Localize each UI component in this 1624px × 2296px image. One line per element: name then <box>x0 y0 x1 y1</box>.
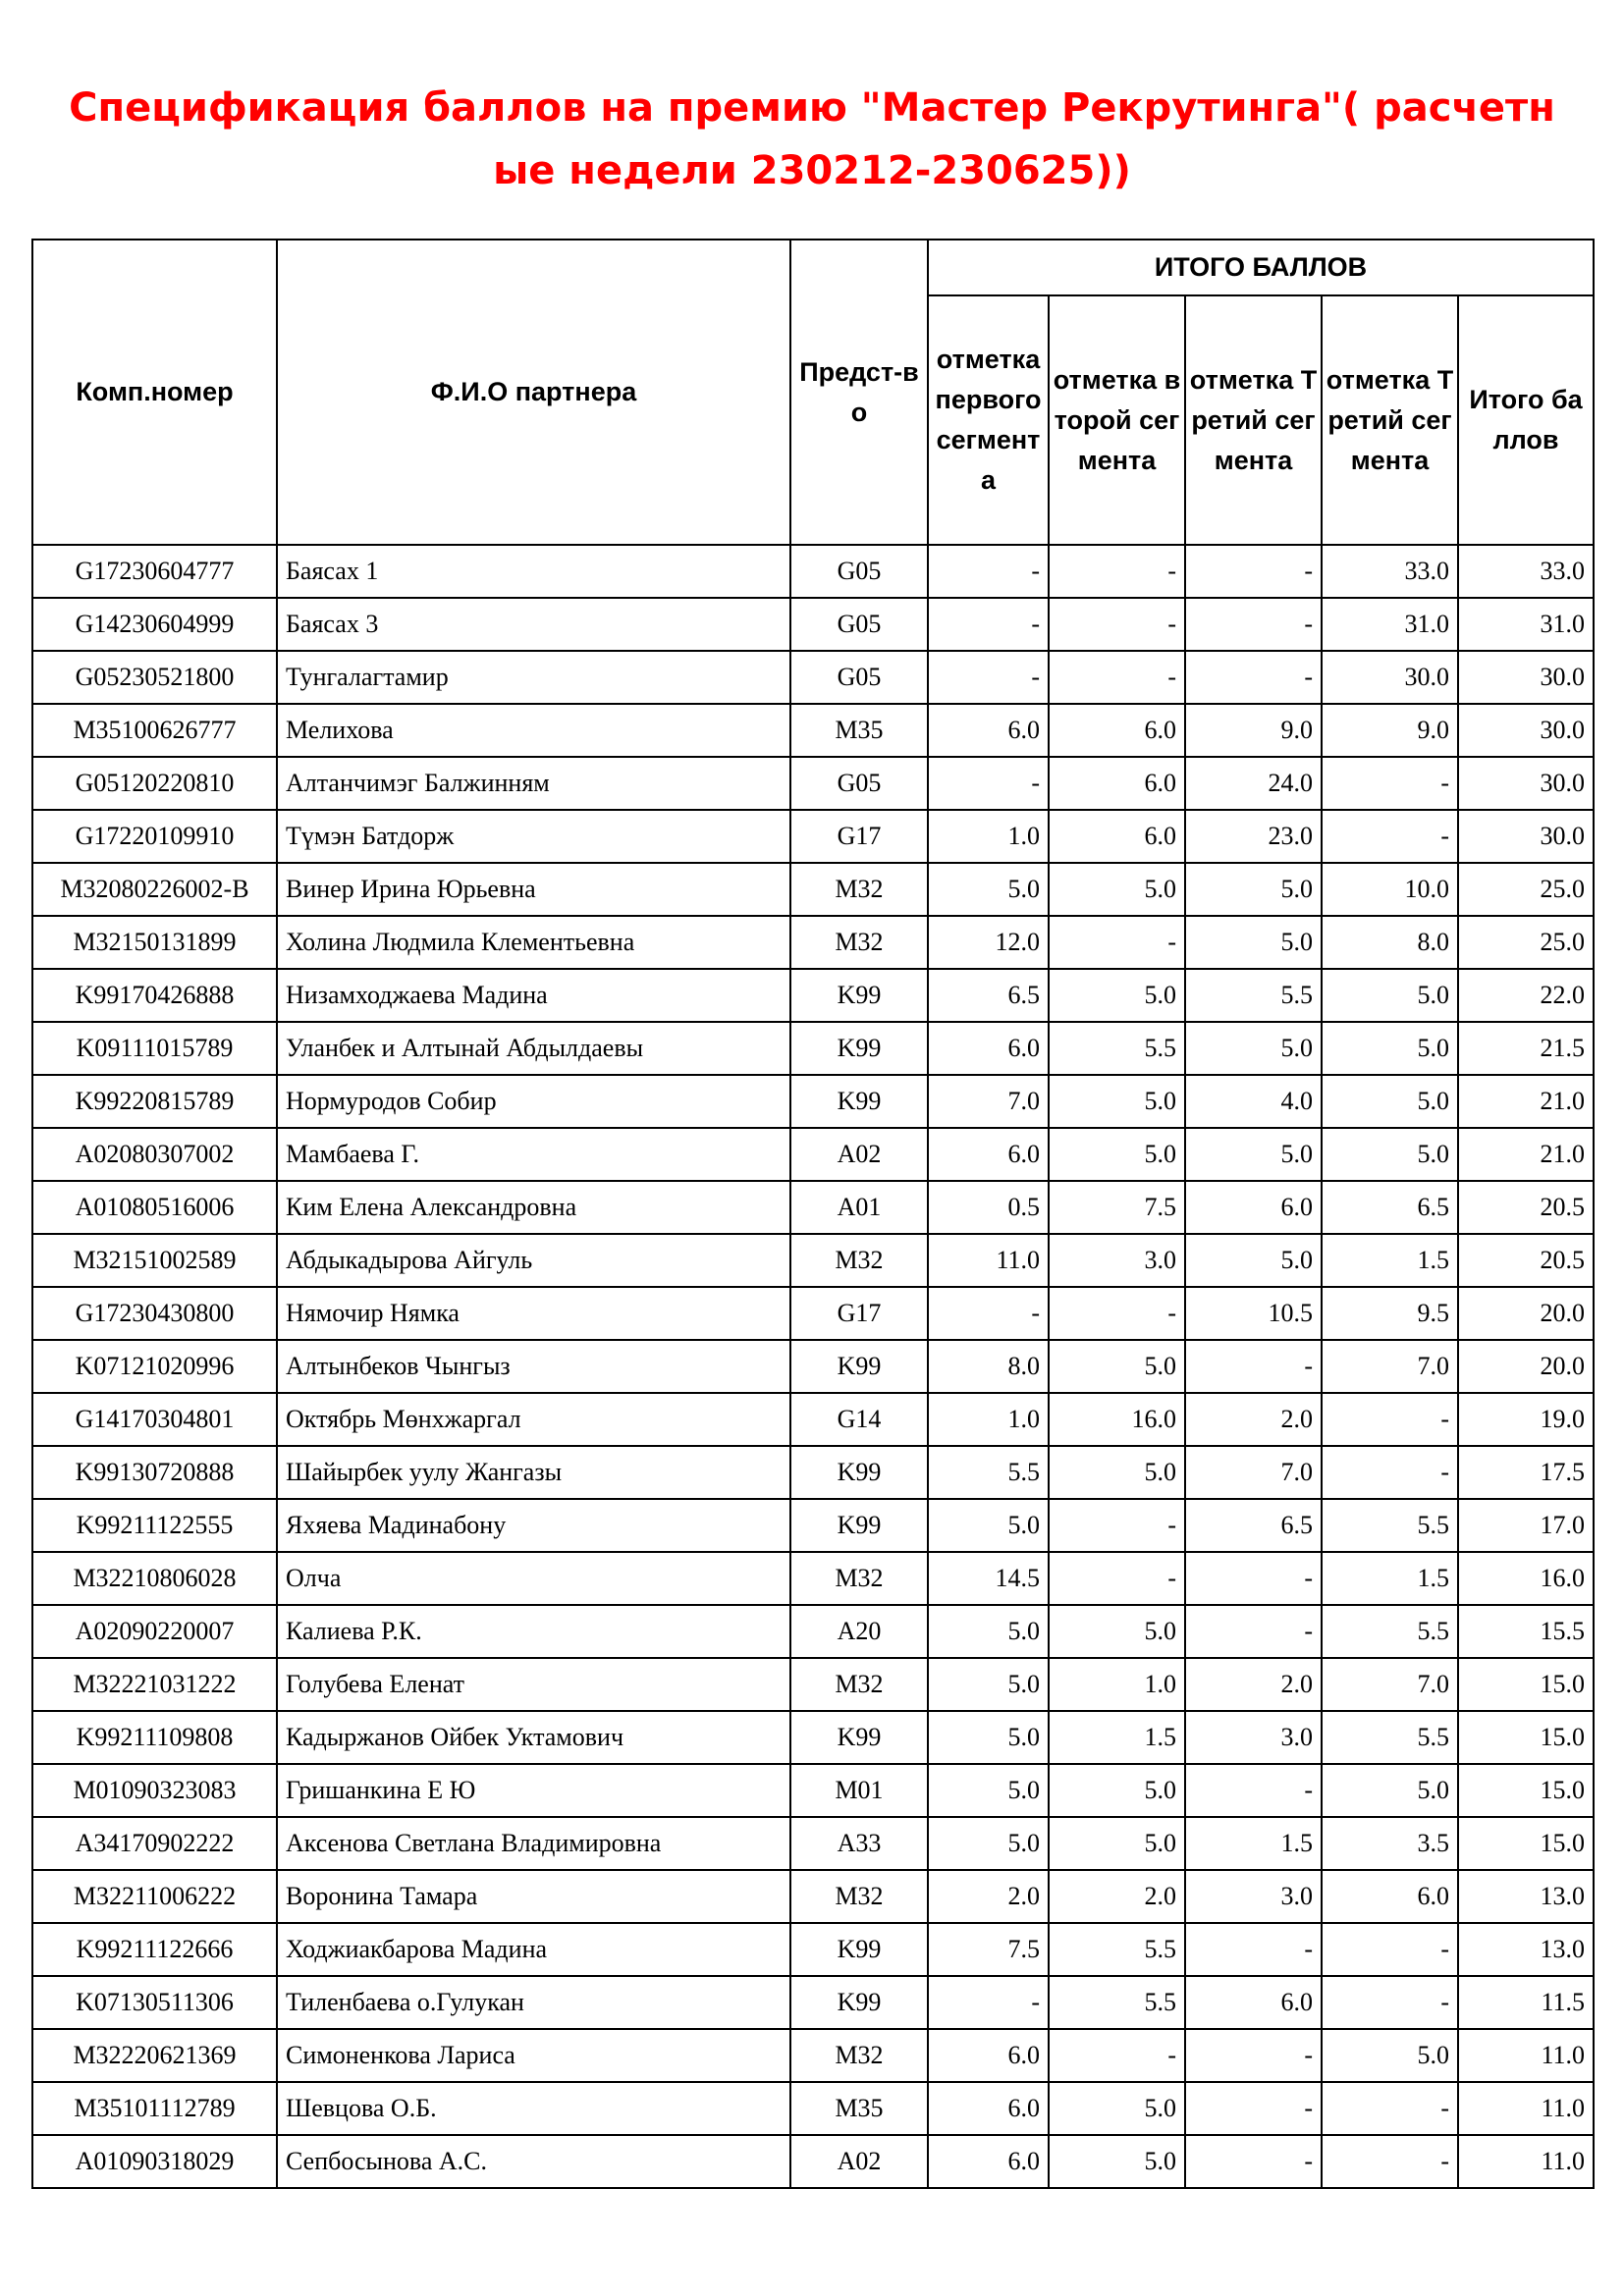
segment-4-cell: 5.5 <box>1322 1605 1458 1658</box>
header-comp-number: Комп.номер <box>32 240 277 545</box>
office-cell: A33 <box>790 1817 928 1870</box>
segment-3-cell: 2.0 <box>1185 1393 1322 1446</box>
partner-name-cell: Шайырбек уулу Жангазы <box>277 1446 790 1499</box>
partner-name-cell: Сепбосынова А.С. <box>277 2135 790 2188</box>
segment-3-cell: - <box>1185 651 1322 704</box>
partner-name-cell: Яхяева Мадинабону <box>277 1499 790 1552</box>
table-row <box>32 1287 1594 1340</box>
segment-4-cell: 5.0 <box>1322 1128 1458 1181</box>
segment-3-cell: - <box>1185 545 1322 598</box>
segment-3-cell: 1.5 <box>1185 1817 1322 1870</box>
table-row <box>32 1234 1594 1287</box>
comp-number-cell: M32211006222 <box>32 1870 277 1923</box>
points-table <box>31 239 1595 2189</box>
segment-2-cell: 2.0 <box>1049 1870 1185 1923</box>
segment-2-cell: 6.0 <box>1049 810 1185 863</box>
segment-2-cell: - <box>1049 1287 1185 1340</box>
segment-1-cell: 5.0 <box>928 863 1049 916</box>
segment-4-cell: - <box>1322 757 1458 810</box>
partner-name-cell: Мамбаева Г. <box>277 1128 790 1181</box>
segment-4-cell: 8.0 <box>1322 916 1458 969</box>
office-cell: G17 <box>790 1287 928 1340</box>
segment-4-cell: 5.0 <box>1322 969 1458 1022</box>
segment-2-cell: 1.5 <box>1049 1711 1185 1764</box>
partner-name-cell: Симоненкова Лариса <box>277 2029 790 2082</box>
table-row <box>32 1870 1594 1923</box>
comp-number-cell: K99211122666 <box>32 1923 277 1976</box>
segment-1-cell: - <box>928 1976 1049 2029</box>
table-row <box>32 2082 1594 2135</box>
office-cell: G05 <box>790 757 928 810</box>
segment-1-cell: 1.0 <box>928 810 1049 863</box>
office-cell: M32 <box>790 863 928 916</box>
segment-2-cell: - <box>1049 1499 1185 1552</box>
segment-1-cell: 5.0 <box>928 1499 1049 1552</box>
segment-2-cell: 3.0 <box>1049 1234 1185 1287</box>
segment-3-cell: 6.5 <box>1185 1499 1322 1552</box>
table-row <box>32 1446 1594 1499</box>
total-cell: 11.5 <box>1458 1976 1594 2029</box>
partner-name-cell: Нормуродов Собир <box>277 1075 790 1128</box>
comp-number-cell: M35100626777 <box>32 704 277 757</box>
partner-name-cell: Калиева Р.К. <box>277 1605 790 1658</box>
total-cell: 15.0 <box>1458 1764 1594 1817</box>
segment-1-cell: 14.5 <box>928 1552 1049 1605</box>
comp-number-cell: M32080226002-B <box>32 863 277 916</box>
segment-1-cell: 5.0 <box>928 1817 1049 1870</box>
partner-name-cell: Холина Людмила Клементьевна <box>277 916 790 969</box>
segment-2-cell: - <box>1049 2029 1185 2082</box>
comp-number-cell: A02090220007 <box>32 1605 277 1658</box>
partner-name-cell: Голубева Еленат <box>277 1658 790 1711</box>
total-cell: 33.0 <box>1458 545 1594 598</box>
segment-4-cell: 9.5 <box>1322 1287 1458 1340</box>
segment-3-cell: 23.0 <box>1185 810 1322 863</box>
segment-1-cell: 5.0 <box>928 1711 1049 1764</box>
comp-number-cell: M32150131899 <box>32 916 277 969</box>
table-row <box>32 810 1594 863</box>
segment-4-cell: 5.5 <box>1322 1499 1458 1552</box>
segment-1-cell: 6.0 <box>928 1022 1049 1075</box>
office-cell: K99 <box>790 1499 928 1552</box>
office-cell: M32 <box>790 1234 928 1287</box>
table-body <box>32 545 1594 2188</box>
partner-name-cell: Нямочир Нямка <box>277 1287 790 1340</box>
total-cell: 30.0 <box>1458 810 1594 863</box>
segment-1-cell: 6.0 <box>928 2029 1049 2082</box>
total-cell: 20.0 <box>1458 1340 1594 1393</box>
segment-1-cell: - <box>928 598 1049 651</box>
partner-name-cell: Баясах 1 <box>277 545 790 598</box>
total-cell: 20.0 <box>1458 1287 1594 1340</box>
segment-2-cell: 5.0 <box>1049 1075 1185 1128</box>
table-row <box>32 598 1594 651</box>
total-cell: 17.5 <box>1458 1446 1594 1499</box>
segment-2-cell: 7.5 <box>1049 1181 1185 1234</box>
segment-2-cell: 5.0 <box>1049 1764 1185 1817</box>
segment-1-cell: - <box>928 651 1049 704</box>
partner-name-cell: Уланбек и Алтынай Абдылдаевы <box>277 1022 790 1075</box>
segment-3-cell: 24.0 <box>1185 757 1322 810</box>
segment-1-cell: 5.0 <box>928 1764 1049 1817</box>
segment-4-cell: - <box>1322 2082 1458 2135</box>
header-segment-4: отметка Третий сегмента <box>1322 295 1458 545</box>
total-cell: 15.0 <box>1458 1658 1594 1711</box>
partner-name-cell: Аксенова Светлана Владимировна <box>277 1817 790 1870</box>
segment-1-cell: - <box>928 545 1049 598</box>
comp-number-cell: A01080516006 <box>32 1181 277 1234</box>
segment-2-cell: - <box>1049 598 1185 651</box>
partner-name-cell: Абдыкадырова Айгуль <box>277 1234 790 1287</box>
office-cell: G14 <box>790 1393 928 1446</box>
table-row <box>32 1658 1594 1711</box>
office-cell: A02 <box>790 1128 928 1181</box>
header-segment-1: отметка первого сегмента <box>928 295 1049 545</box>
table-row <box>32 2135 1594 2188</box>
segment-4-cell: 10.0 <box>1322 863 1458 916</box>
segment-2-cell: - <box>1049 545 1185 598</box>
title-line-1: Спецификация баллов на премию "Мастер Рекрутинга"( расчетн <box>69 85 1555 131</box>
comp-number-cell: G05120220810 <box>32 757 277 810</box>
table-row <box>32 2029 1594 2082</box>
table-row <box>32 1128 1594 1181</box>
segment-3-cell: 2.0 <box>1185 1658 1322 1711</box>
office-cell: G05 <box>790 598 928 651</box>
segment-1-cell: 6.0 <box>928 1128 1049 1181</box>
comp-number-cell: G05230521800 <box>32 651 277 704</box>
table-row <box>32 1393 1594 1446</box>
office-cell: K99 <box>790 1446 928 1499</box>
comp-number-cell: A02080307002 <box>32 1128 277 1181</box>
segment-3-cell: 4.0 <box>1185 1075 1322 1128</box>
table-row <box>32 1340 1594 1393</box>
partner-name-cell: Кадыржанов Ойбек Уктамович <box>277 1711 790 1764</box>
segment-4-cell: 1.5 <box>1322 1552 1458 1605</box>
comp-number-cell: G17230430800 <box>32 1287 277 1340</box>
comp-number-cell: K99130720888 <box>32 1446 277 1499</box>
comp-number-cell: M32221031222 <box>32 1658 277 1711</box>
office-cell: M32 <box>790 2029 928 2082</box>
segment-2-cell: 5.5 <box>1049 1923 1185 1976</box>
office-cell: A02 <box>790 2135 928 2188</box>
page-title <box>29 77 1595 202</box>
segment-2-cell: 5.0 <box>1049 2135 1185 2188</box>
table-row <box>32 863 1594 916</box>
office-cell: K99 <box>790 1022 928 1075</box>
header-segment-3: отметка Третий сегмента <box>1185 295 1322 545</box>
office-cell: A01 <box>790 1181 928 1234</box>
total-cell: 25.0 <box>1458 916 1594 969</box>
table-row <box>32 1605 1594 1658</box>
header-total: Итого баллов <box>1458 295 1594 545</box>
segment-4-cell: - <box>1322 1393 1458 1446</box>
comp-number-cell: A34170902222 <box>32 1817 277 1870</box>
segment-3-cell: 7.0 <box>1185 1446 1322 1499</box>
office-cell: K99 <box>790 1976 928 2029</box>
comp-number-cell: K09111015789 <box>32 1022 277 1075</box>
table-row <box>32 1499 1594 1552</box>
table-row <box>32 651 1594 704</box>
header-partner-name: Ф.И.О партнера <box>277 240 790 545</box>
segment-1-cell: 8.0 <box>928 1340 1049 1393</box>
segment-2-cell: 5.0 <box>1049 1817 1185 1870</box>
comp-number-cell: K07130511306 <box>32 1976 277 2029</box>
table-row <box>32 1817 1594 1870</box>
table-row <box>32 1976 1594 2029</box>
header-segment-2: отметка второй сегмента <box>1049 295 1185 545</box>
segment-3-cell: 5.0 <box>1185 1128 1322 1181</box>
table-row <box>32 1923 1594 1976</box>
title-line-2: ые недели 230212-230625)) <box>493 148 1131 193</box>
segment-3-cell: 5.0 <box>1185 863 1322 916</box>
table-row <box>32 1022 1594 1075</box>
office-cell: G05 <box>790 651 928 704</box>
total-cell: 30.0 <box>1458 651 1594 704</box>
header-office: Предст-во <box>790 240 928 545</box>
table-row <box>32 757 1594 810</box>
segment-2-cell: 5.0 <box>1049 1340 1185 1393</box>
segment-1-cell: 5.5 <box>928 1446 1049 1499</box>
segment-2-cell: 5.0 <box>1049 1128 1185 1181</box>
comp-number-cell: G17220109910 <box>32 810 277 863</box>
partner-name-cell: Мелихова <box>277 704 790 757</box>
segment-1-cell: - <box>928 757 1049 810</box>
partner-name-cell: Низамходжаева Мадина <box>277 969 790 1022</box>
office-cell: M32 <box>790 1658 928 1711</box>
partner-name-cell: Шевцова О.Б. <box>277 2082 790 2135</box>
comp-number-cell: A01090318029 <box>32 2135 277 2188</box>
segment-1-cell: 1.0 <box>928 1393 1049 1446</box>
segment-4-cell: 31.0 <box>1322 598 1458 651</box>
partner-name-cell: Гришанкина Е Ю <box>277 1764 790 1817</box>
segment-1-cell: 12.0 <box>928 916 1049 969</box>
total-cell: 31.0 <box>1458 598 1594 651</box>
segment-2-cell: 5.5 <box>1049 1976 1185 2029</box>
segment-4-cell: 7.0 <box>1322 1658 1458 1711</box>
segment-3-cell: 3.0 <box>1185 1711 1322 1764</box>
segment-1-cell: 7.0 <box>928 1075 1049 1128</box>
office-cell: K99 <box>790 1075 928 1128</box>
segment-3-cell: 6.0 <box>1185 1181 1322 1234</box>
segment-3-cell: - <box>1185 2082 1322 2135</box>
segment-3-cell: - <box>1185 1340 1322 1393</box>
partner-name-cell: Тиленбаева о.Гулукан <box>277 1976 790 2029</box>
total-cell: 25.0 <box>1458 863 1594 916</box>
table-row <box>32 1764 1594 1817</box>
segment-2-cell: - <box>1049 1552 1185 1605</box>
comp-number-cell: K99211109808 <box>32 1711 277 1764</box>
total-cell: 15.5 <box>1458 1605 1594 1658</box>
segment-3-cell: - <box>1185 1764 1322 1817</box>
segment-3-cell: 3.0 <box>1185 1870 1322 1923</box>
total-cell: 20.5 <box>1458 1234 1594 1287</box>
comp-number-cell: K99170426888 <box>32 969 277 1022</box>
total-cell: 19.0 <box>1458 1393 1594 1446</box>
segment-4-cell: 5.0 <box>1322 1022 1458 1075</box>
segment-4-cell: - <box>1322 1976 1458 2029</box>
table-row <box>32 1552 1594 1605</box>
office-cell: K99 <box>790 1711 928 1764</box>
segment-1-cell: 6.5 <box>928 969 1049 1022</box>
table-row <box>32 704 1594 757</box>
segment-4-cell: 5.0 <box>1322 1764 1458 1817</box>
partner-name-cell: Олча <box>277 1552 790 1605</box>
office-cell: K99 <box>790 1340 928 1393</box>
segment-1-cell: 0.5 <box>928 1181 1049 1234</box>
segment-3-cell: 6.0 <box>1185 1976 1322 2029</box>
header-total-group: ИТОГО БАЛЛОВ <box>928 240 1594 295</box>
comp-number-cell: M32151002589 <box>32 1234 277 1287</box>
total-cell: 21.0 <box>1458 1075 1594 1128</box>
partner-name-cell: Тунгалагтамир <box>277 651 790 704</box>
segment-4-cell: 5.0 <box>1322 1075 1458 1128</box>
total-cell: 21.5 <box>1458 1022 1594 1075</box>
segment-2-cell: 6.0 <box>1049 704 1185 757</box>
segment-2-cell: 6.0 <box>1049 757 1185 810</box>
segment-4-cell: 5.0 <box>1322 2029 1458 2082</box>
office-cell: G17 <box>790 810 928 863</box>
segment-1-cell: 11.0 <box>928 1234 1049 1287</box>
segment-2-cell: 5.0 <box>1049 2082 1185 2135</box>
total-cell: 16.0 <box>1458 1552 1594 1605</box>
partner-name-cell: Алтанчимэг Балжинням <box>277 757 790 810</box>
segment-4-cell: 33.0 <box>1322 545 1458 598</box>
partner-name-cell: Ходжиакбарова Мадина <box>277 1923 790 1976</box>
office-cell: M32 <box>790 916 928 969</box>
total-cell: 13.0 <box>1458 1923 1594 1976</box>
segment-2-cell: - <box>1049 916 1185 969</box>
table-row <box>32 545 1594 598</box>
comp-number-cell: M32210806028 <box>32 1552 277 1605</box>
segment-4-cell: 9.0 <box>1322 704 1458 757</box>
segment-1-cell: 2.0 <box>928 1870 1049 1923</box>
segment-3-cell: - <box>1185 1605 1322 1658</box>
segment-4-cell: - <box>1322 2135 1458 2188</box>
segment-3-cell: - <box>1185 598 1322 651</box>
total-cell: 11.0 <box>1458 2029 1594 2082</box>
partner-name-cell: Октябрь Мөнхжаргал <box>277 1393 790 1446</box>
partner-name-cell: Баясах 3 <box>277 598 790 651</box>
table-row <box>32 1181 1594 1234</box>
comp-number-cell: K07121020996 <box>32 1340 277 1393</box>
comp-number-cell: G14170304801 <box>32 1393 277 1446</box>
segment-3-cell: 5.0 <box>1185 1022 1322 1075</box>
comp-number-cell: G14230604999 <box>32 598 277 651</box>
segment-2-cell: 1.0 <box>1049 1658 1185 1711</box>
segment-3-cell: - <box>1185 1552 1322 1605</box>
segment-4-cell: 7.0 <box>1322 1340 1458 1393</box>
segment-2-cell: 5.5 <box>1049 1022 1185 1075</box>
segment-3-cell: 10.5 <box>1185 1287 1322 1340</box>
segment-3-cell: 5.0 <box>1185 916 1322 969</box>
office-cell: G05 <box>790 545 928 598</box>
segment-4-cell: 1.5 <box>1322 1234 1458 1287</box>
total-cell: 30.0 <box>1458 757 1594 810</box>
total-cell: 30.0 <box>1458 704 1594 757</box>
office-cell: M32 <box>790 1552 928 1605</box>
segment-3-cell: - <box>1185 2135 1322 2188</box>
total-cell: 11.0 <box>1458 2135 1594 2188</box>
segment-2-cell: 5.0 <box>1049 1446 1185 1499</box>
total-cell: 15.0 <box>1458 1711 1594 1764</box>
office-cell: M01 <box>790 1764 928 1817</box>
partner-name-cell: Алтынбеков Чынгыз <box>277 1340 790 1393</box>
segment-1-cell: - <box>928 1287 1049 1340</box>
segment-2-cell: 5.0 <box>1049 969 1185 1022</box>
segment-4-cell: 30.0 <box>1322 651 1458 704</box>
segment-4-cell: 5.5 <box>1322 1711 1458 1764</box>
comp-number-cell: M01090323083 <box>32 1764 277 1817</box>
segment-1-cell: 5.0 <box>928 1605 1049 1658</box>
segment-3-cell: - <box>1185 1923 1322 1976</box>
segment-4-cell: - <box>1322 1923 1458 1976</box>
office-cell: K99 <box>790 1923 928 1976</box>
table-row <box>32 1075 1594 1128</box>
segment-4-cell: 3.5 <box>1322 1817 1458 1870</box>
table-header <box>32 240 1594 545</box>
partner-name-cell: Воронина Тамара <box>277 1870 790 1923</box>
partner-name-cell: Винер Ирина Юрьевна <box>277 863 790 916</box>
total-cell: 11.0 <box>1458 2082 1594 2135</box>
comp-number-cell: G17230604777 <box>32 545 277 598</box>
segment-2-cell: 5.0 <box>1049 863 1185 916</box>
office-cell: M32 <box>790 1870 928 1923</box>
comp-number-cell: M32220621369 <box>32 2029 277 2082</box>
segment-4-cell: 6.5 <box>1322 1181 1458 1234</box>
partner-name-cell: Түмэн Батдорж <box>277 810 790 863</box>
total-cell: 13.0 <box>1458 1870 1594 1923</box>
segment-3-cell: - <box>1185 2029 1322 2082</box>
table-row <box>32 1711 1594 1764</box>
table-row <box>32 969 1594 1022</box>
segment-1-cell: 5.0 <box>928 1658 1049 1711</box>
comp-number-cell: K99220815789 <box>32 1075 277 1128</box>
total-cell: 15.0 <box>1458 1817 1594 1870</box>
segment-4-cell: - <box>1322 810 1458 863</box>
comp-number-cell: K99211122555 <box>32 1499 277 1552</box>
total-cell: 17.0 <box>1458 1499 1594 1552</box>
table-row <box>32 916 1594 969</box>
office-cell: M35 <box>790 704 928 757</box>
office-cell: K99 <box>790 969 928 1022</box>
segment-1-cell: 6.0 <box>928 704 1049 757</box>
segment-2-cell: - <box>1049 651 1185 704</box>
total-cell: 21.0 <box>1458 1128 1594 1181</box>
segment-4-cell: 6.0 <box>1322 1870 1458 1923</box>
segment-1-cell: 6.0 <box>928 2135 1049 2188</box>
segment-4-cell: - <box>1322 1446 1458 1499</box>
office-cell: M35 <box>790 2082 928 2135</box>
comp-number-cell: M35101112789 <box>32 2082 277 2135</box>
total-cell: 22.0 <box>1458 969 1594 1022</box>
partner-name-cell: Ким Елена Александровна <box>277 1181 790 1234</box>
segment-1-cell: 7.5 <box>928 1923 1049 1976</box>
office-cell: A20 <box>790 1605 928 1658</box>
segment-2-cell: 16.0 <box>1049 1393 1185 1446</box>
segment-3-cell: 5.0 <box>1185 1234 1322 1287</box>
total-cell: 20.5 <box>1458 1181 1594 1234</box>
segment-3-cell: 9.0 <box>1185 704 1322 757</box>
segment-3-cell: 5.5 <box>1185 969 1322 1022</box>
segment-1-cell: 6.0 <box>928 2082 1049 2135</box>
segment-2-cell: 5.0 <box>1049 1605 1185 1658</box>
